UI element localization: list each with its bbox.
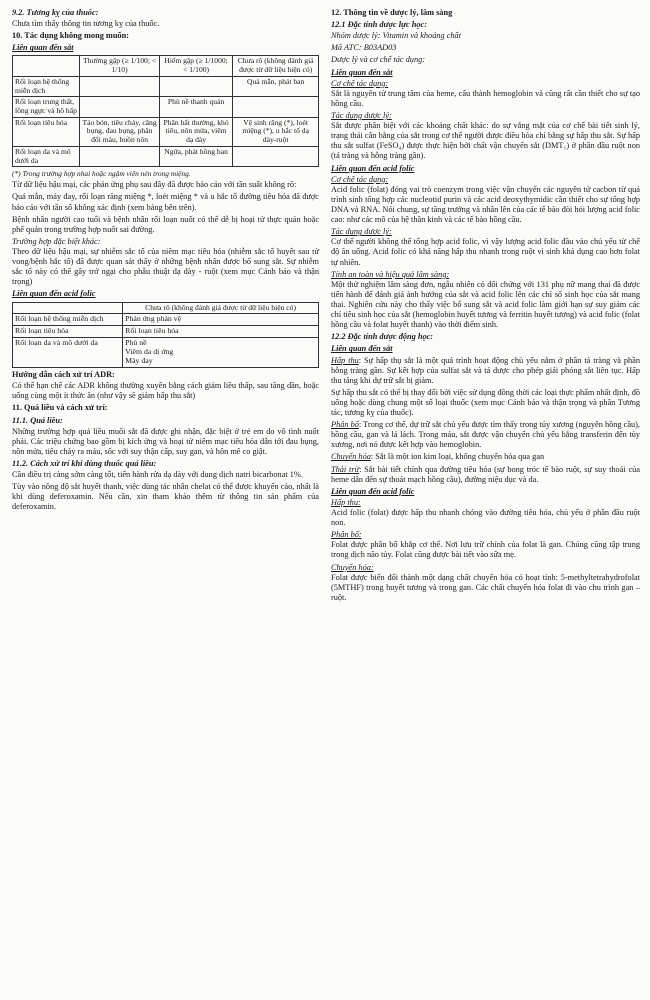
table-cell bbox=[80, 146, 160, 166]
table-cell: Phù nề Viêm da dị ứng Mày đay bbox=[123, 338, 319, 368]
section-11-1-title: 11.1. Quá liều: bbox=[12, 415, 63, 425]
pharm-group-line bbox=[331, 31, 640, 41]
section-11-title: 11. Quá liều và cách xử trí: bbox=[12, 403, 108, 413]
absorption-label: Hấp thu bbox=[331, 355, 359, 365]
iron-elimination-text bbox=[331, 465, 640, 485]
elimination-body: : Sắt bài tiết chính qua đường tiêu hóa (sự bong tróc tế bào ruột, sự suy thoái của heme dẫn đến sự thoát mạch hồng cầu), đường niệu dục và da. bbox=[331, 464, 640, 484]
table-header-cell: Thường gặp (≥ 1/100; < 1/10) bbox=[80, 56, 160, 76]
section-12-1-title: 12.1 Đặc tính dược lực học: bbox=[331, 20, 427, 30]
table-row bbox=[13, 314, 319, 326]
mechanism-intro: Dược lý và cơ chế tác dụng: bbox=[331, 55, 426, 65]
iron-pk-heading: Liên quan đến sắt bbox=[331, 344, 393, 354]
iron-adr-heading: Liên quan đến sắt bbox=[12, 43, 74, 53]
postmarketing-text-1: Từ dữ liệu hậu mại, các phản ứng phụ sau đây đã được báo cáo với tần suất không rõ: bbox=[12, 180, 297, 190]
table-footnote: (*) Trong trường hợp nhai hoặc ngậm viên nén trong miệng. bbox=[12, 169, 191, 179]
postmarketing-text-2: Quá mẫn, máy đay, rối loạn răng miệng *, loét miệng * và u hắc tố đường tiêu hóa đã được báo cáo với tần số không xác định (xem bảng bên trên). bbox=[12, 192, 319, 212]
table-header-cell bbox=[13, 56, 80, 76]
folic-pd-title: Tác dụng dược lý: bbox=[331, 227, 392, 237]
table-cell bbox=[233, 97, 319, 117]
table-cell: Rối loạn tiêu hóa bbox=[13, 326, 123, 338]
table-cell: Phản ứng phản vệ bbox=[123, 314, 319, 326]
left-column bbox=[12, 6, 319, 514]
table-header-row bbox=[13, 302, 319, 314]
elimination-label: Thải trừ bbox=[331, 464, 360, 474]
pharm-group-value: Vitamin và khoáng chất bbox=[382, 31, 462, 41]
folic-absorption-title: Hấp thu: bbox=[331, 497, 361, 507]
table-header-cell: Chưa rõ (không đánh giá được từ dữ liệu hiện có) bbox=[123, 302, 319, 314]
atc-value: B03AD03 bbox=[363, 43, 397, 53]
iron-pd-heading: Liên quan đến sắt bbox=[331, 67, 393, 77]
section-12-title: 12. Thông tin về dược lý, lâm sàng bbox=[331, 8, 453, 17]
iron-pd-text: Sắt được phân biệt với các khoáng chất khác: do sự vắng mặt của cơ chế bài tiết sinh lý, trạng thái cân bằng của sắt trong cơ thể người được điều hòa chỉ bằng sự hấp thu sắt. Sự hấp thu sắt sulfat (FeSO₄) được thực hiện bởi chất vận chuyển sắt (DMT₁) ở phần đầu ruột non (tá tràng và hỗng tràng gần). bbox=[331, 121, 640, 161]
table-cell: Rối loạn hệ thống miễn dịch bbox=[13, 76, 80, 96]
table-cell: Rối loạn tiêu hóa bbox=[123, 326, 319, 338]
iron-metabolism-text bbox=[331, 452, 640, 462]
table-header-row bbox=[13, 56, 319, 76]
postmarketing-text-3: Bệnh nhân người cao tuổi và bệnh nhân rối loạn nuốt có thể dễ bị hoại tử thực quản hoặc phế quản trong trường hợp nuốt sai đường. bbox=[12, 214, 319, 234]
special-cases-text: Theo dữ liệu hậu mại, sự nhiễm sắc tố của niêm mạc tiêu hóa (nhiễm sắc tố huyết sau tử vong/bệnh hắc tố) đã được quan sát thấy ở những bệnh nhân được bổ sung sắt. Sự nhiễm sắc tố này có thể gây trở ngại cho phẫu thuật dạ dày - ruột (xem mục Cảnh báo và thận trọng) bbox=[12, 247, 319, 287]
table-cell bbox=[159, 76, 232, 96]
table-cell: Rối loạn trung thất, lồng ngực và hô hấp bbox=[13, 97, 80, 117]
safety-title: Tính an toàn và hiệu quả lâm sàng: bbox=[331, 269, 450, 279]
distribution-body: : Trong cơ thể, dự trữ sắt chủ yếu được tìm thấy trong tủy xương (nguyên hồng cầu), hồng cầu, gan và lá lách. Trong máu, sắt được vận chuyển chủ yếu bằng transferin đến tủy xương, nơi nó được kết hợp vào hemoglobin. bbox=[331, 420, 640, 450]
table-cell: Táo bón, tiêu chảy, căng bụng, đau bụng, phân đổi màu, buồn nôn bbox=[80, 117, 160, 146]
adr-guidance-text: Có thể hạn chế các ADR không thường xuyên bằng cách giảm liều thấp, sau tăng dần, hoặc uống cùng một ít thức ăn (như vậy sẽ giảm hấp thu sắt) bbox=[12, 381, 319, 401]
iron-mech-title: Cơ chế tác dụng: bbox=[331, 78, 389, 88]
section-11-2-text-2: Tùy vào nồng độ sắt huyết thanh, việc dùng tác nhân chelat có thể được khuyến cáo, nhất là khi dùng deferoxamin. Nếu cần, xin tham khảo thêm từ thông tin sản phẩm của deferoxamin. bbox=[12, 482, 319, 512]
iron-adr-table bbox=[12, 55, 319, 167]
folic-metabolism-text: Folat được biến đổi thành một dạng chất chuyển hóa có hoạt tính: 5-methyltetrahydrofolat (5MTHF) trong huyết tương và trong gan. Các chất chuyển hóa folat đi vào chu trình gan – ruột. bbox=[331, 572, 640, 602]
table-cell: Rối loạn hệ thống miễn dịch bbox=[13, 314, 123, 326]
metabolism-label: Chuyển hóa bbox=[331, 452, 371, 462]
table-row bbox=[13, 117, 319, 146]
table-row bbox=[13, 97, 319, 117]
table-header-cell bbox=[13, 302, 123, 314]
table-header-cell: Hiếm gặp (≥ 1/1000; < 1/100) bbox=[159, 56, 232, 76]
table-cell: Ngứa, phát hồng ban bbox=[159, 146, 232, 166]
section-10-title: 10. Tác dụng không mong muốn: bbox=[12, 31, 129, 41]
special-cases-title: Trường hợp đặc biệt khác: bbox=[12, 236, 101, 246]
atc-code-line bbox=[331, 43, 640, 53]
iron-pd-title: Tác dụng dược lý: bbox=[331, 110, 392, 120]
table-header-cell: Chưa rõ (không đánh giá được từ dữ liệu hiện có) bbox=[233, 56, 319, 76]
pharm-group-label: Nhóm dược lý: bbox=[331, 31, 381, 41]
iron-distribution-text bbox=[331, 420, 640, 450]
table-cell: Phù nề thanh quản bbox=[159, 97, 232, 117]
folic-pd-text: Cơ thể người không thể tổng hợp acid folic, vì vậy lượng acid folic đầu vào chủ yếu từ chế độ ăn uống. Acid folic có khả năng hấp thu nhanh trong ruột vì sinh khả dụng cao hơn folat tự nhiên. bbox=[331, 237, 640, 267]
metabolism-body: : Sắt là một ion kim loại, không chuyển hóa qua gan bbox=[370, 452, 545, 462]
adr-guidance-title: Hướng dẫn cách xử trí ADR: bbox=[12, 370, 115, 380]
section-11-1-text: Những trường hợp quá liều muối sắt đã được ghi nhận, đặc biệt ở trẻ em do vô tình nuốt phải. Các triệu chứng bao gồm bị kích ứng và hoại tử niêm mạc tiêu hóa dẫn tới đau bụng, nôn mửa, tiêu chảy ra máu, sốc với suy thận cấp, suy gan, và hôn mê co giật. bbox=[12, 426, 319, 456]
folic-pk-heading: Liên quan đến acid folic bbox=[331, 486, 415, 496]
section-9-2-text: Chưa tìm thấy thông tin tương kỵ của thuốc. bbox=[12, 19, 160, 29]
folic-absorption-text: Acid folic (folat) được hấp thu nhanh chóng vào đường tiêu hóa, chủ yếu ở phần đầu ruột non. bbox=[331, 508, 640, 528]
table-cell: Vệ sinh răng (*), loét miệng (*), u hắc tố dạ dày-ruột bbox=[233, 117, 319, 146]
table-cell bbox=[233, 146, 319, 166]
iron-absorption-text-2: Sự hấp thu sắt có thể bị thay đổi bởi việc sử dụng đồng thời các loại thực phẩm nhất định, đồ uống hoặc dùng chung một số loại thuốc (xem mục Cảnh báo và thận trọng và phần Tương tác, tương kỵ của thuốc). bbox=[331, 387, 640, 418]
section-12-2-title: 12.2 Đặc tính dược động học: bbox=[331, 332, 434, 342]
table-cell: Phân bất thường, khó tiêu, nôn mửa, viêm dạ dày bbox=[159, 117, 232, 146]
section-11-2-title: 11.2. Cách xử trí khi dùng thuốc quá liều: bbox=[12, 458, 157, 468]
table-cell: Rối loạn da và mô dưới da bbox=[13, 338, 123, 368]
table-cell: Rối loạn tiêu hóa bbox=[13, 117, 80, 146]
iron-absorption-text bbox=[331, 356, 640, 386]
table-row bbox=[13, 326, 319, 338]
table-cell bbox=[80, 97, 160, 117]
folic-distribution-text: Folat được phân bố khắp cơ thể. Nơi lưu trữ chính của folat là gan. Chúng cũng tập trung trong dịch não tủy. Folat cũng được bài tiết vào sữa mẹ. bbox=[331, 540, 640, 560]
table-row bbox=[13, 338, 319, 368]
absorption-body: : Sự hấp thụ sắt là một quá trình hoạt động chủ yếu nằm ở phần tá tràng và phần hỗng tràng gần. Sự kết hợp của sulfat sắt và tá dược cho phép giải phóng sắt liên tục. Hấp thu tăng khi dự trữ sắt bị giảm. bbox=[331, 355, 640, 385]
table-cell: Quá mẫn, phát ban bbox=[233, 76, 319, 96]
section-9-2-title: 9.2. Tương kỵ của thuốc: bbox=[12, 8, 99, 17]
distribution-label: Phân bố bbox=[331, 420, 359, 430]
folic-mech-text: Acid folic (folat) đóng vai trò coenzym trong việc vận chuyển các nguyên tử cacbon từ quá trình sinh tổng hợp các nucleotid purin và các acid deoxythymidic cần thiết cho sự tổng hợp DNA và RNA. Nói chung, sự tăng trưởng và nhân lên của các tế bào đòi hỏi lượng acid folic cao: như các mô của hệ thần kinh và các tế bào hồng cầu. bbox=[331, 184, 640, 225]
folic-distribution-title: Phân bố: bbox=[331, 530, 362, 540]
table-cell: Rối loạn da và mô dưới da bbox=[13, 146, 80, 166]
atc-label: Mã ATC: bbox=[331, 43, 362, 53]
table-row bbox=[13, 76, 319, 96]
folic-adr-table bbox=[12, 302, 319, 368]
folic-metabolism-title: Chuyển hóa: bbox=[331, 562, 374, 572]
safety-text: Một thử nghiệm lâm sàng đơn, ngẫu nhiên có đối chứng với 131 phụ nữ mang thai đã được tiến hành để đánh giá ảnh hưởng của sắt và acid folic lên các chỉ số sinh học của sắt mang thai. Nghiên cứu này cho thấy việc bổ sung sắt và acid folic làm giới hạn sự suy giảm các chỉ tiêu sinh học của sắt (hemoglobin huyết tương và ferritin huyết tương) và acid folic (folat hồng cầu và folat huyết thanh) vào thời điểm sinh. bbox=[331, 279, 640, 330]
right-column bbox=[331, 6, 640, 605]
section-11-2-text-1: Cần điều trị càng sớm càng tốt, tiến hành rửa dạ dày với dung dịch natri bicarbonat 1%. bbox=[12, 470, 303, 480]
iron-mech-text: Sắt là nguyên tử trung tâm của heme, cấu thành hemoglobin và cũng rất cần thiết cho sự tạo hồng cầu. bbox=[331, 88, 640, 108]
table-cell bbox=[80, 76, 160, 96]
folic-mech-title: Cơ chế tác dụng: bbox=[331, 174, 389, 184]
folic-pd-heading: Liên quan đến acid folic bbox=[331, 163, 415, 173]
table-row bbox=[13, 146, 319, 166]
folic-adr-heading: Liên quan đến acid folic bbox=[12, 289, 96, 299]
